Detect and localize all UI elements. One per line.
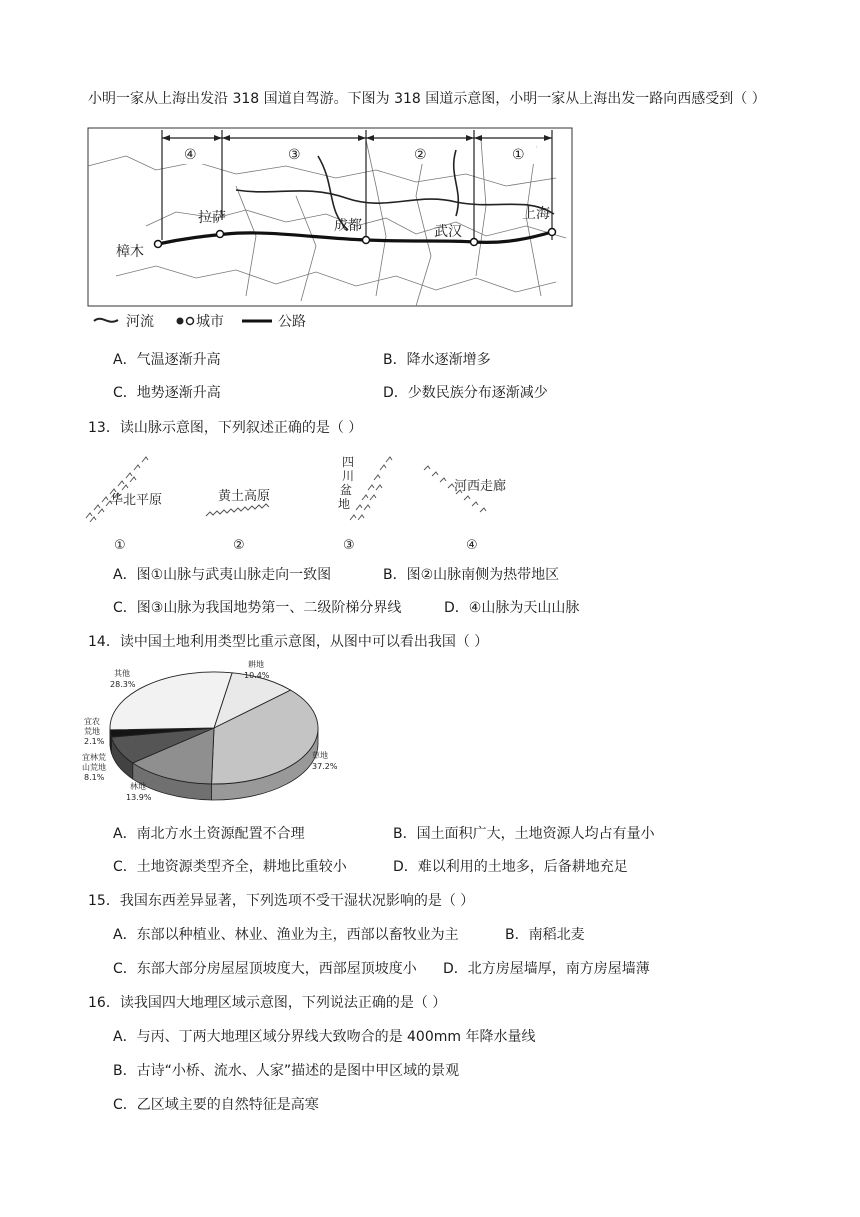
- label-forest-name: 林地: [130, 782, 146, 791]
- pie-slices: [110, 672, 318, 800]
- q13-option-a[interactable]: A．图①山脉与武夷山脉走向一致图: [113, 567, 332, 583]
- mountain-chain-1: [86, 457, 148, 522]
- q12-option-d[interactable]: D．少数民族分布逐渐减少: [383, 385, 548, 401]
- fig3-label-char-1: 四: [342, 455, 355, 469]
- route-318-map: [86, 126, 596, 332]
- q15-option-a[interactable]: A．东部以种植业、林业、渔业为主，西部以畜牧业为主: [113, 927, 459, 943]
- section-4-label: ④: [184, 147, 197, 163]
- legend-road: 公路: [278, 314, 306, 330]
- q12-option-b[interactable]: B．降水逐渐增多: [383, 352, 491, 368]
- mountain-chain-2: [206, 504, 269, 516]
- fig4-number: ④: [466, 538, 478, 553]
- q13-option-b[interactable]: B．图②山脉南侧为热带地区: [383, 567, 560, 583]
- q12-stem: 小明一家从上海出发沿 318 国道自驾游。下图为 318 国道示意图，小明一家从上海出发一路向西感受到（ ）: [88, 91, 766, 107]
- fig2-label: 黄土高原: [218, 489, 271, 504]
- section-2-label: ②: [414, 147, 427, 163]
- city-shanghai: 上海: [522, 206, 550, 222]
- river-legend-icon: [94, 319, 118, 322]
- mountain-figures: [80, 450, 520, 554]
- label-wasteland-forest-value: 8.1%: [84, 773, 105, 782]
- mountain-chain-3: [350, 457, 392, 520]
- city-legend-icon: [177, 318, 184, 325]
- label-arable-value: 10.4%: [244, 671, 270, 680]
- fig2-number: ②: [233, 538, 245, 553]
- q13-stem: 13．读山脉示意图，下列叙述正确的是（ ）: [88, 420, 363, 436]
- q15-option-b[interactable]: B．南稻北麦: [505, 927, 585, 943]
- land-use-pie-chart: [80, 656, 350, 812]
- q15-option-c[interactable]: C．东部大部分房屋屋顶坡度大，西部屋顶坡度小: [113, 961, 417, 977]
- fig1-label: 华北平原: [110, 493, 163, 508]
- fig1-number: ①: [114, 538, 126, 553]
- legend-city: 城市: [196, 314, 224, 330]
- label-arable-name: 耕地: [248, 660, 264, 669]
- city-wuhan: 武汉: [434, 224, 462, 240]
- label-grass-value: 37.2%: [312, 762, 338, 771]
- city-lhasa: 拉萨: [198, 210, 226, 226]
- label-other-name: 其他: [114, 669, 130, 678]
- q14-option-d[interactable]: D．难以利用的土地多，后备耕地充足: [393, 859, 628, 875]
- section-1-label: ①: [512, 147, 525, 163]
- fig3-label-char-2: 川: [342, 469, 355, 483]
- label-wasteland-forest-1: 宜林荒: [82, 753, 106, 762]
- q13-option-d[interactable]: D．④山脉为天山山脉: [444, 600, 580, 616]
- q16-option-a[interactable]: A．与丙、丁两大地理区域分界线大致吻合的是 400mm 年降水量线: [113, 1029, 536, 1045]
- q14-option-c[interactable]: C．土地资源类型齐全，耕地比重较小: [113, 859, 347, 875]
- q15-stem: 15．我国东西差异显著，下列选项不受干湿状况影响的是（ ）: [88, 893, 475, 909]
- fig3-number: ③: [343, 538, 355, 553]
- map-legend: [94, 313, 306, 330]
- q12-option-c[interactable]: C．地势逐渐升高: [113, 385, 221, 401]
- label-forest-value: 13.9%: [126, 793, 152, 802]
- q16-stem: 16．读我国四大地理区域示意图，下列说法正确的是（ ）: [88, 995, 447, 1011]
- label-wasteland-farm-value: 2.1%: [84, 737, 105, 746]
- q12-option-a[interactable]: A．气温逐渐升高: [113, 352, 221, 368]
- q13-option-c[interactable]: C．图③山脉为我国地势第一、二级阶梯分界线: [113, 600, 402, 616]
- fig4-label: 河西走廊: [454, 479, 507, 494]
- city-chengdu: 成都: [334, 218, 362, 234]
- q14-option-a[interactable]: A．南北方水土资源配置不合理: [113, 826, 305, 842]
- q16-option-b[interactable]: B．古诗“小桥、流水、人家”描述的是图中甲区域的景观: [113, 1063, 460, 1079]
- fig3-label-char-3: 盆: [340, 483, 353, 497]
- label-other-value: 28.3%: [110, 680, 136, 689]
- label-wasteland-farm-1: 宜农: [84, 717, 100, 726]
- label-wasteland-forest-2: 山荒地: [82, 763, 106, 772]
- q14-stem: 14．读中国土地利用类型比重示意图，从图中可以看出我国（ ）: [88, 634, 489, 650]
- q16-option-c[interactable]: C．乙区域主要的自然特征是高寒: [113, 1097, 319, 1113]
- q14-option-b[interactable]: B．国土面积广大，土地资源人均占有量小: [393, 826, 655, 842]
- label-wasteland-farm-2: 荒地: [84, 727, 100, 736]
- city-zhangmu: 樟木: [116, 244, 144, 260]
- section-3-label: ③: [288, 147, 301, 163]
- fig3-label-char-4: 地: [338, 497, 351, 511]
- q15-option-d[interactable]: D．北方房屋墙厚，南方房屋墙薄: [443, 961, 650, 977]
- legend-river: 河流: [126, 314, 154, 330]
- label-grass-name: 草地: [312, 751, 328, 760]
